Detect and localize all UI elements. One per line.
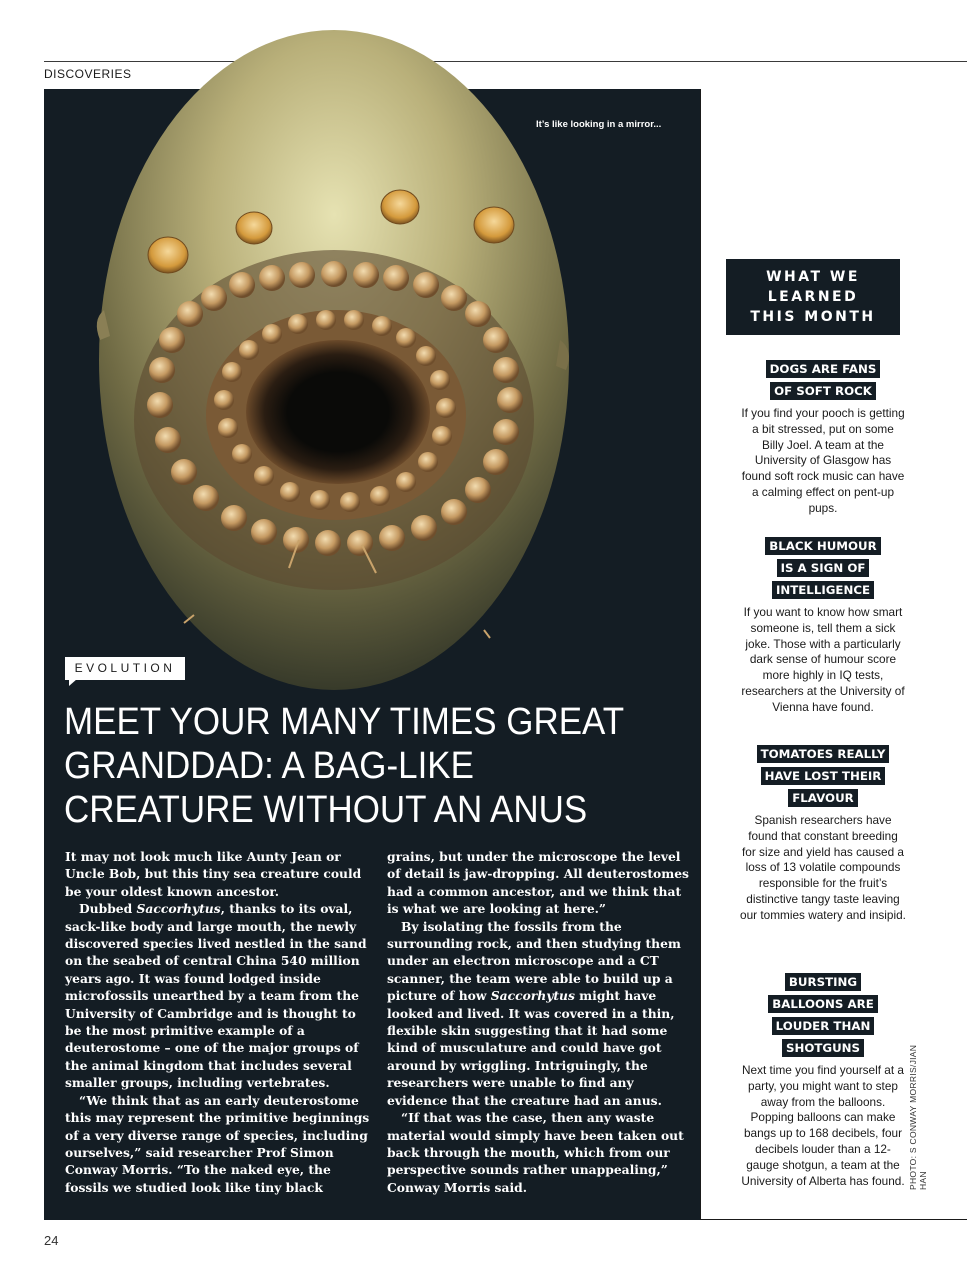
image-caption: It’s like looking in a mirror...: [536, 119, 662, 130]
paragraph: [387, 918, 690, 1109]
title-line: FLAVOUR: [788, 789, 858, 807]
sidebar-item: [740, 537, 906, 716]
title-line: INTELLIGENCE: [772, 581, 874, 599]
paragraph: [65, 900, 371, 1091]
saccorhytus-illustration: [44, 0, 700, 700]
sidebar-item-body: If you find your pooch is getting a bit stressed, put on some Billy Joel. A team at the University of Glasgow has found soft rock music can have a calming effect on pent-up pups.: [741, 406, 905, 515]
title-line: OF SOFT ROCK: [770, 382, 876, 400]
category-tag: EVOLUTION: [65, 657, 185, 680]
species-name: Saccorhytus: [490, 988, 575, 1004]
sidebar-heading-line: WHAT WE: [766, 269, 860, 285]
photo-credit: PHOTO: S CONWAY MORRIS/JIAN HAN: [908, 1044, 928, 1190]
title-line: TOMATOES REALLY: [757, 745, 890, 763]
title-line: HAVE LOST THEIR: [761, 767, 886, 785]
article-column-right: [387, 848, 690, 1196]
text-run: By isolating the fossils from the surrounding rock, and then studying them under an electron microscope and a CT scanner, the team were able to build up a picture of how: [387, 918, 681, 1004]
sidebar-item-title: [740, 360, 906, 404]
title-line: DOGS ARE FANS: [766, 360, 881, 378]
sidebar-item: [740, 360, 906, 517]
sidebar-heading-line: LEARNED: [767, 289, 859, 305]
headline: MEET YOUR MANY TIMES GREAT GRANDDAD: A BAG-LIKE CREATURE WITHOUT AN ANUS: [64, 701, 624, 831]
section-label: DISCOVERIES: [44, 67, 132, 81]
sidebar-item: [740, 745, 906, 924]
title-line: BURSTING: [785, 973, 861, 991]
sidebar-item-title: [740, 973, 906, 1061]
sidebar-bottom-rule: [700, 1219, 967, 1220]
paragraph: grains, but under the microscope the level of detail is jaw-dropping. All deuterostomes had a common ancestor, and we think that is what we are looking at here.”: [387, 849, 689, 917]
text-run: , thanks to its oval, sack-like body and large mouth, the newly discovered species lived nestled in the sand on the seabed of central China 540 million years ago. It was found lodged inside microfossils unearthed by a team from the University of Cambridge and is thought to be the most primitive example of a deuterostome – one of the major groups of the animal kingdom that includes several smaller groups, including vertebrates.: [65, 901, 367, 1091]
sidebar-heading: [726, 259, 900, 335]
sidebar-heading-line: THIS MONTH: [750, 309, 876, 325]
species-name: Saccorhytus: [136, 901, 221, 917]
sidebar-item-body: Next time you find yourself at a party, you might want to step away from the balloons. Popping balloons can make bangs up to 168 decibels, four decibels louder than a 12-gauge shotgun, a team at the University of Alberta has found.: [741, 1063, 905, 1188]
sidebar-item-title: [740, 537, 906, 603]
paragraph: “If that was the case, then any waste material would simply have been taken out back through the mouth, which from our perspective sounds rather unappealing,” Conway Morris said.: [387, 1110, 684, 1195]
sidebar-rule: [700, 89, 701, 1220]
title-line: BLACK HUMOUR: [765, 537, 880, 555]
category-tag-tail: [69, 679, 77, 686]
sidebar-item-body: If you want to know how smart someone is, tell them a sick joke. Those with a particularly dark sense of humour score more highly in IQ tests, researchers at the University of Vienna have found.: [741, 605, 905, 714]
title-line: BALLOONS ARE: [768, 995, 878, 1013]
text-run: might have looked and lived. It was covered in a thin, flexible skin suggesting that it had some kind of musculature and could have got around by wriggling. Intriguingly, the researchers were unable to find any evidence that the creature had an anus.: [387, 988, 675, 1108]
title-line: LOUDER THAN: [772, 1017, 875, 1035]
paragraph: It may not look much like Aunty Jean or Uncle Bob, but this tiny sea creature could be your oldest known ancestor.: [65, 849, 362, 899]
title-line: SHOTGUNS: [782, 1039, 864, 1057]
sidebar-item: [740, 973, 906, 1189]
paragraph: “We think that as an early deuterostome this may represent the primitive beginnings of a very diverse range of species, including ourselves,” said researcher Prof Simon Conway Morris. “To the naked eye, the fossils we studied look like tiny black: [65, 1092, 370, 1195]
title-line: IS A SIGN OF: [777, 559, 870, 577]
sidebar-item-body: Spanish researchers have found that constant breeding for size and yield has caused a loss of 13 volatile compounds responsible for the fruit’s distinctive tangy taste leaving our tommies watery and insipid.: [740, 813, 906, 922]
creature-image: [44, 0, 700, 700]
sidebar-item-title: [740, 745, 906, 811]
page-number: 24: [44, 1233, 59, 1248]
article-column-left: [65, 848, 371, 1196]
text-run: Dubbed: [79, 901, 137, 917]
